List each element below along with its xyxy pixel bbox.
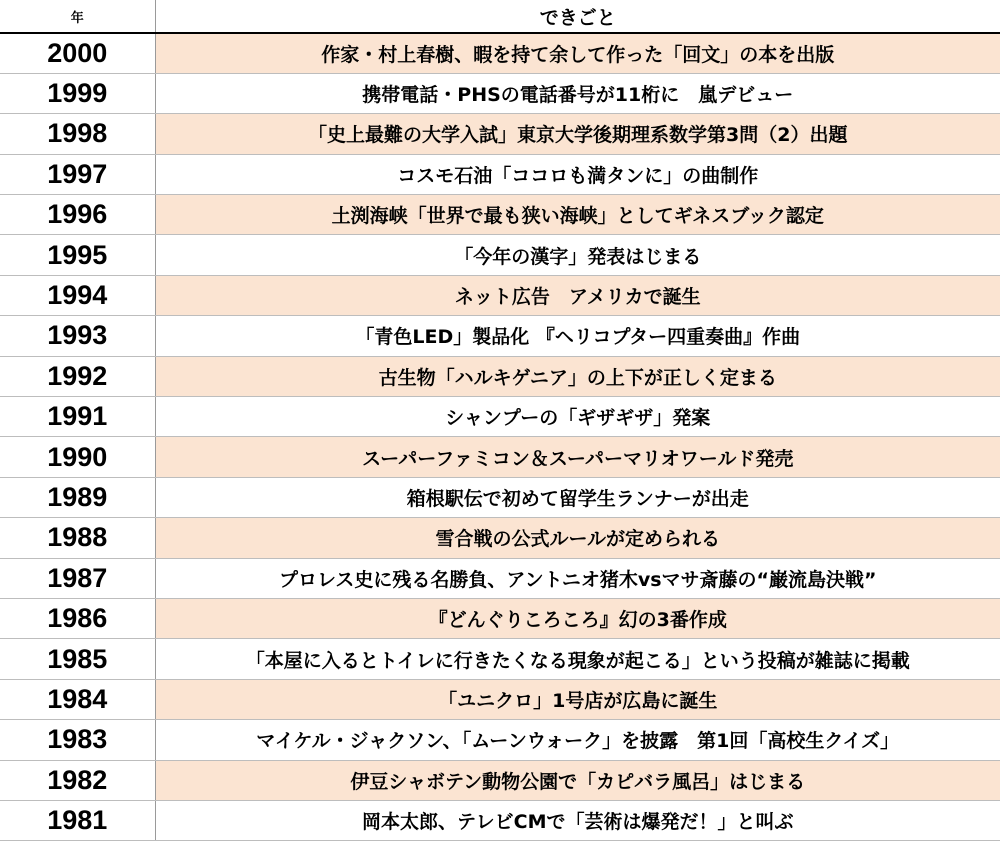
table-row (0, 356, 1000, 396)
table-row (0, 397, 1000, 437)
year-cell: 1990 (0, 437, 155, 477)
table-row (0, 800, 1000, 840)
event-cell: 箱根駅伝で初めて留学生ランナーが出走 (155, 477, 1000, 517)
event-cell: マイケル・ジャクソン、「ムーンウォーク」を披露 第1回「高校生クイズ」 (155, 720, 1000, 760)
year-cell: 1983 (0, 720, 155, 760)
table-row (0, 477, 1000, 517)
table-row (0, 518, 1000, 558)
table-row (0, 33, 1000, 73)
event-cell: 携帯電話・PHSの電話番号が11桁に 嵐デビュー (155, 73, 1000, 113)
table-row (0, 73, 1000, 113)
year-cell: 1992 (0, 356, 155, 396)
year-column-header: 年 (0, 0, 155, 33)
table-row (0, 639, 1000, 679)
table-row (0, 598, 1000, 638)
event-cell: 「ユニクロ」1号店が広島に誕生 (155, 679, 1000, 719)
event-cell: 古生物「ハルキゲニア」の上下が正しく定まる (155, 356, 1000, 396)
table-row (0, 437, 1000, 477)
table-row (0, 679, 1000, 719)
year-cell: 1991 (0, 397, 155, 437)
year-cell: 1987 (0, 558, 155, 598)
table-row (0, 235, 1000, 275)
year-cell: 1988 (0, 518, 155, 558)
table-row (0, 275, 1000, 315)
table-row (0, 558, 1000, 598)
event-cell: 作家・村上春樹、暇を持て余して作った「回文」の本を出版 (155, 33, 1000, 73)
year-cell: 1984 (0, 679, 155, 719)
event-cell: 岡本太郎、テレビCMで「芸術は爆発だ！」と叫ぶ (155, 800, 1000, 840)
table-row (0, 154, 1000, 194)
table-row (0, 114, 1000, 154)
year-cell: 1999 (0, 73, 155, 113)
year-cell: 1998 (0, 114, 155, 154)
year-cell: 1989 (0, 477, 155, 517)
year-cell: 1985 (0, 639, 155, 679)
year-cell: 1997 (0, 154, 155, 194)
year-cell: 1986 (0, 598, 155, 638)
year-cell: 1982 (0, 760, 155, 800)
event-cell: 雪合戦の公式ルールが定められる (155, 518, 1000, 558)
table-row (0, 316, 1000, 356)
event-cell: スーパーファミコン＆スーパーマリオワールド発売 (155, 437, 1000, 477)
event-cell: 「今年の漢字」発表はじまる (155, 235, 1000, 275)
event-cell: 『どんぐりころころ』幻の3番作成 (155, 598, 1000, 638)
table-row (0, 195, 1000, 235)
year-cell: 1993 (0, 316, 155, 356)
event-cell: 土渕海峡「世界で最も狭い海峡」としてギネスブック認定 (155, 195, 1000, 235)
event-cell: プロレス史に残る名勝負、アントニオ猪木vsマサ斎藤の“巌流島決戦” (155, 558, 1000, 598)
event-cell: 「史上最難の大学入試」東京大学後期理系数学第3問（2）出題 (155, 114, 1000, 154)
table-row (0, 720, 1000, 760)
event-cell: 伊豆シャボテン動物公園で「カピバラ風呂」はじまる (155, 760, 1000, 800)
event-cell: ネット広告 アメリカで誕生 (155, 275, 1000, 315)
year-cell: 1994 (0, 275, 155, 315)
table-row (0, 760, 1000, 800)
table-body (0, 33, 1000, 841)
event-cell: 「青色LED」製品化 『ヘリコプター四重奏曲』作曲 (155, 316, 1000, 356)
header-row (0, 0, 1000, 33)
event-cell: シャンプーの「ギザギザ」発案 (155, 397, 1000, 437)
year-cell: 1996 (0, 195, 155, 235)
event-cell: 「本屋に入るとトイレに行きたくなる現象が起こる」という投稿が雑誌に掲載 (155, 639, 1000, 679)
event-column-header: できごと (155, 0, 1000, 33)
year-cell: 1995 (0, 235, 155, 275)
event-cell: コスモ石油「ココロも満タンに」の曲制作 (155, 154, 1000, 194)
year-cell: 1981 (0, 800, 155, 840)
year-cell: 2000 (0, 33, 155, 73)
table-header (0, 0, 1000, 33)
